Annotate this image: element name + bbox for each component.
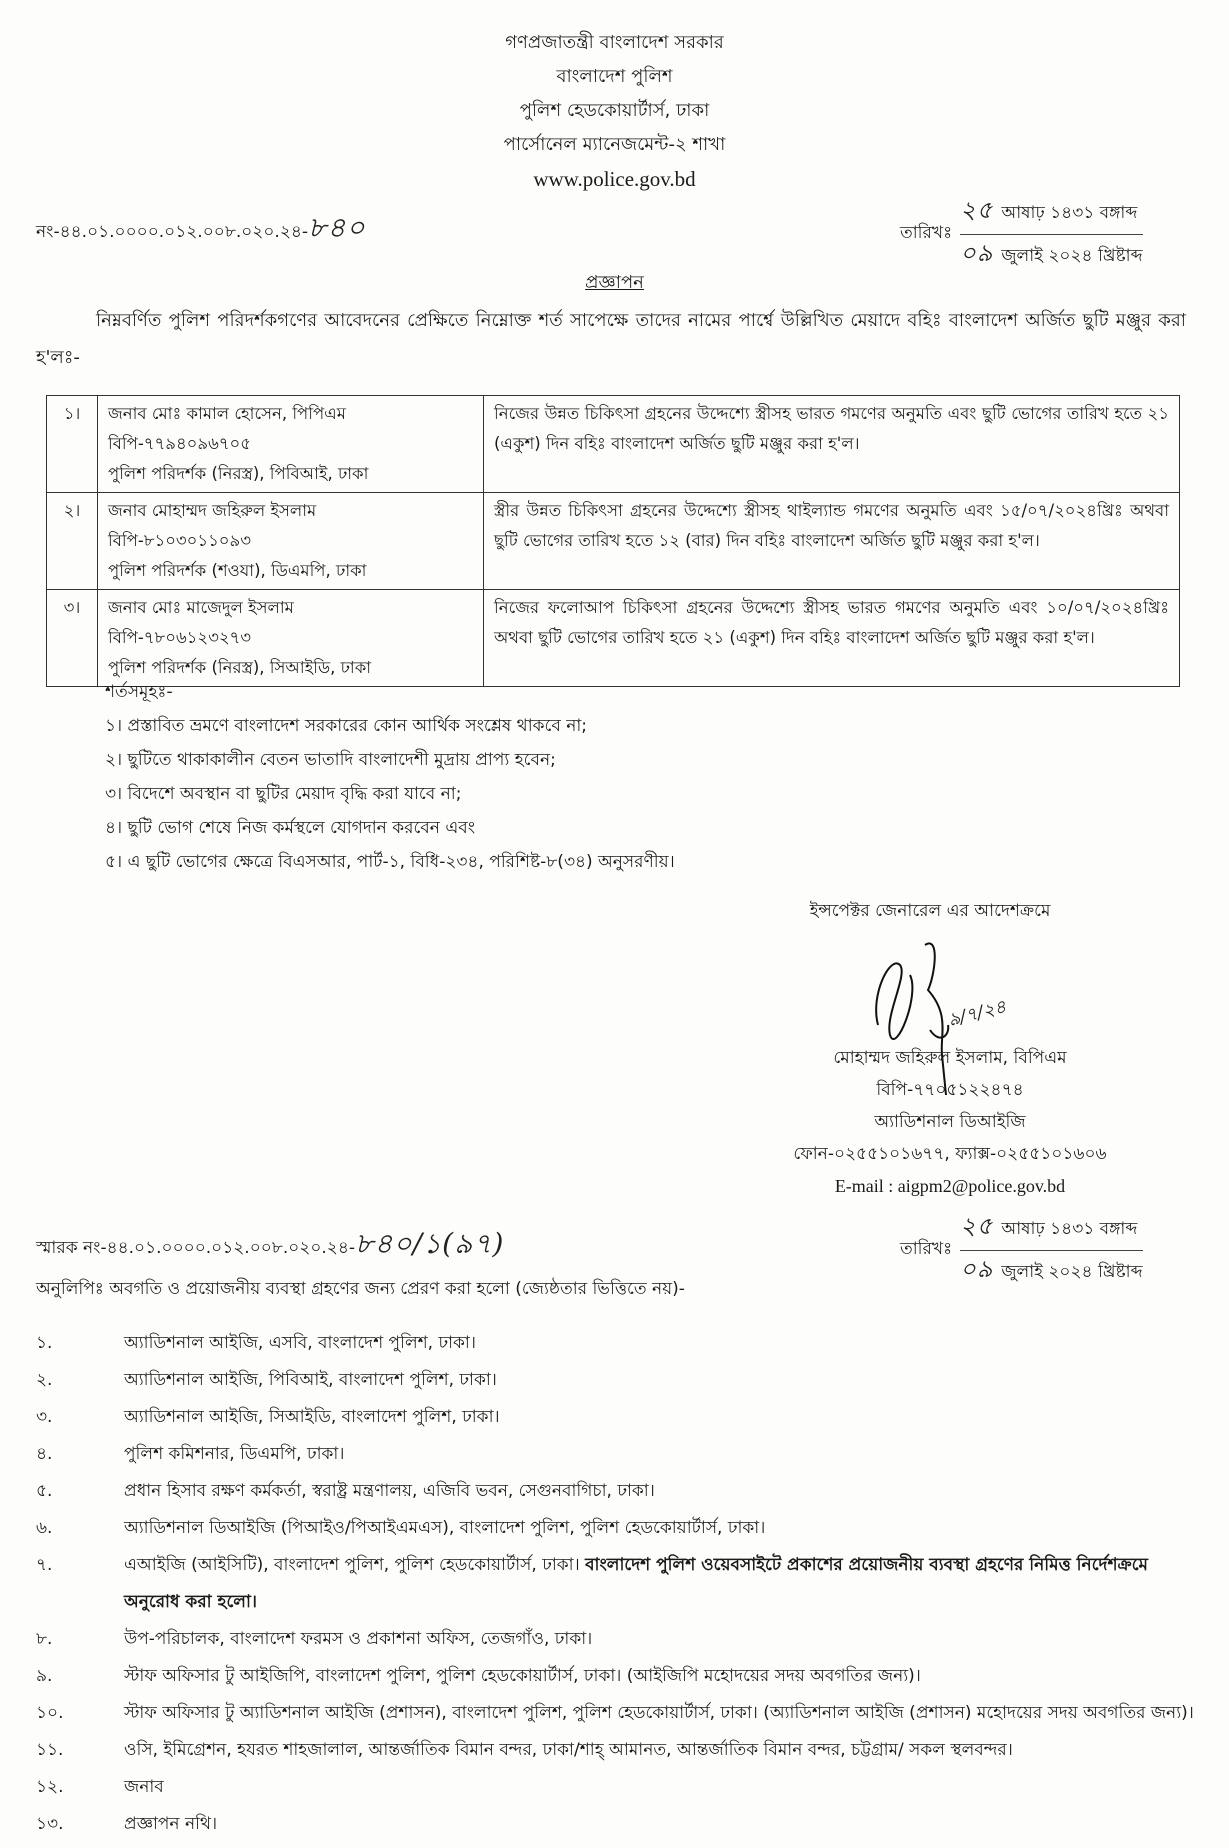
english-day: ০৯ [960,1255,994,1283]
officer-cell [98,493,484,590]
list-item [36,1510,1196,1547]
list-text: ওসি, ইমিগ্রেশন, হযরত শাহজালাল, আন্তর্জাতিক বিমান বন্দর, ঢাকা/শাহ্ আমানত, আন্তর্জাতিক বিমান বন্দর, চট্টগ্রাম/ সকল স্থলবন্দর। [124,1740,1013,1760]
condition-item: ৩। বিদেশে অবস্থান বা ছুটির মেয়াদ বৃদ্ধি করা যাবে না; [105,784,462,804]
row-number: ৩। [47,590,98,687]
bangla-day: ২৫ [960,196,994,224]
list-number: ১৩. [36,1814,64,1834]
table-row [47,590,1180,687]
condition-item: ৫। এ ছুটি ভোগের ক্ষেত্রে বিএসআর, পার্ট-১, বিধি-২৩৪, পরিশিষ্ট-৮(৩৪) অনুসরণীয়। [105,852,675,872]
table-row [47,493,1180,590]
list-number: ১১. [36,1740,64,1760]
list-number: ৮. [36,1629,53,1649]
list-number: ৫. [36,1481,53,1501]
list-text: প্রজ্ঞাপন নথি। [124,1814,218,1834]
list-text: পুলিশ কমিশনার, ডিএমপি, ঢাকা। [124,1444,345,1464]
list-number: ৪. [36,1444,53,1464]
officer-name: জনাব মোঃ কামাল হোসেন, পিপিএম [108,404,346,423]
memo2-number-handwritten: ৮৪০/১(৯৭) [355,1227,505,1260]
table-row [47,396,1180,493]
leave-table [46,395,1180,687]
date-label: তারিখঃ [900,222,953,243]
copy-intro: অনুলিপিঃ অবগতি ও প্রয়োজনীয় ব্যবস্থা গ্রহণের জন্য প্রেরণ করা হলো (জ্যেষ্ঠতার ভিত্তিতে নয়)- [36,1279,685,1299]
list-item [36,1658,1196,1695]
leave-description: নিজের ফলোআপ চিকিৎসা গ্রহনের উদ্দেশ্যে স্ত্রীসহ ভারত গমণের অনুমতি এবং ১০/০৭/২০২৪খ্রিঃ অথবা ছুটি ভোগের তারিখ হতে ২১ (একুশ) দিন বহিঃ বাংলাদেশ অর্জিত ছুটি মঞ্জুর করা হ'ল। [484,590,1180,687]
copy-list [36,1325,1196,1843]
header-branch: পার্সোনেল ম্যানেজমেন্ট-২ শাখা [503,134,726,155]
bangla-month-year: আষাঢ় ১৪৩১ বঙ্গাব্দ [1001,1219,1138,1239]
page-title: প্রজ্ঞাপন [585,272,644,293]
list-number: ৬. [36,1518,53,1538]
list-item [36,1769,1196,1806]
conditions-block [105,675,675,879]
leave-description: স্ত্রীর উন্নত চিকিৎসা গ্রহনের উদ্দেশ্যে স্ত্রীসহ থাইল্যান্ড গমণের অনুমতি এবং ১৫/০৭/২০২৪খ্রিঃ অথবা ছুটি ভোগের তারিখ হতে ১২ (বার) দিন বহিঃ বাংলাদেশ অর্জিত ছুটি মঞ্জুর করা হ'ল। [484,493,1180,590]
officer-name: জনাব মোহাম্মদ জহিরুল ইসলাম [108,501,317,520]
title-wrap [0,268,1229,299]
list-text: অ্যাডিশনাল আইজি, পিবিআই, বাংলাদেশ পুলিশ, ঢাকা। [124,1370,497,1390]
list-item [36,1325,1196,1362]
list-text: স্টাফ অফিসার টু আইজিপি, বাংলাদেশ পুলিশ, পুলিশ হেডকোয়ার্টার্স, ঢাকা। (আইজিপি মহোদয়ের সদয় অবগতির জন্য)। [124,1666,921,1686]
conditions-heading: শর্তসমূহঃ- [105,682,173,702]
list-text: অ্যাডিশনাল আইজি, এসবি, বাংলাদেশ পুলিশ, ঢাকা। [124,1333,476,1353]
signatory-email: E-mail : aigpm2@police.gov.bd [834,1176,1066,1196]
signatory-name: মোহাম্মদ জহিরুল ইসলাম, বিপিএম [833,1048,1067,1068]
list-number: ২. [36,1370,53,1390]
officer-name: জনাব মোঃ মাজেদুল ইসলাম [108,598,294,617]
list-text: অ্যাডিশনাল আইজি, সিআইডি, বাংলাদেশ পুলিশ, ঢাকা। [124,1407,500,1427]
officer-cell [98,396,484,493]
list-item [36,1732,1196,1769]
list-item [36,1621,1196,1658]
row-number: ২। [47,493,98,590]
list-item [36,1547,1196,1621]
date-label: তারিখঃ [900,1238,953,1259]
header-website: www.police.gov.bd [533,167,696,191]
officer-cell [98,590,484,687]
list-text: উপ-পরিচালক, বাংলাদেশ ফরমস ও প্রকাশনা অফিস, তেজগাঁও, ঢাকা। [124,1629,593,1649]
signature-date: ৯/৭/২৪ [946,996,1009,1031]
list-number: ৭. [36,1555,53,1575]
condition-item: ৪। ছুটি ভোগ শেষে নিজ কর্মস্থলে যোগদান করবেন এবং [105,818,476,838]
list-number: ১. [36,1333,53,1353]
officer-bp: বিপি-৭৭৯৪০৯৬৭০৫ [108,434,251,453]
signatory-designation: অ্যাডিশনাল ডিআইজি [874,1112,1026,1132]
signatory-phone-fax: ফোন-০২৫৫১০১৬৭৭, ফ্যাক্স-০২৫৫১০১৬০৬ [793,1144,1107,1164]
memo2-number [36,1222,504,1269]
memo-number-handwritten: ৮৪০ [308,211,366,244]
condition-item: ২। ছুটিতে থাকাকালীন বেতন ভাতাদি বাংলাদেশী মুদ্রায় প্রাপ্য হবেন; [105,750,556,770]
list-item [36,1399,1196,1436]
header-government: গণপ্রজাতন্ত্রী বাংলাদেশ সরকার [505,32,724,53]
english-day: ০৯ [960,239,994,267]
signatory-bp: বিপি-৭৭০৫১২২৪৭৪ [876,1080,1024,1100]
english-month-year: জুলাই ২০২৪ খ্রিষ্টাব্দ [1001,1262,1143,1282]
intro-paragraph: নিম্নবর্ণিত পুলিশ পরিদর্শকগণের আবেদনের প্রেক্ষিতে নিম্নোক্ত শর্ত সাপেক্ষে তাদের নামের পার্শ্বে উল্লিখিত মেয়াদে বহিঃ বাংলাদেশ অর্জিত ছুটি মঞ্জুর করা হ'লঃ- [36,310,1186,368]
list-text: প্রধান হিসাব রক্ষণ কর্মকর্তা, স্বরাষ্ট্র মন্ত্রণালয়, এজিবি ভবন, সেগুনবাগিচা, ঢাকা। [124,1481,655,1501]
officer-post: পুলিশ পরিদর্শক (নিরস্ত্র), সিআইডি, ঢাকা [108,658,372,677]
memo-date [900,192,1143,275]
bangla-day: ২৫ [960,1212,994,1240]
officer-post: পুলিশ পরিদর্শক (নিরস্ত্র), পিবিআই, ঢাকা [108,464,369,483]
list-item [36,1473,1196,1510]
header-block [0,26,1229,196]
signatory-block [720,1042,1180,1202]
order-line: ইন্সপেক্টর জেনারেল এর আদেশক্রমে [809,901,1051,921]
officer-post: পুলিশ পরিদর্শক (শওযা), ডিএমপি, ঢাকা [108,561,367,580]
memo-number-prefix: নং-৪৪.০১.০০০০.০১২.০০৮.০২০.২৪- [36,222,309,242]
header-police: বাংলাদেশ পুলিশ [556,66,673,87]
bangla-month-year: আষাঢ় ১৪৩১ বঙ্গাব্দ [1001,203,1138,223]
list-item [36,1362,1196,1399]
list-number: ৯. [36,1666,53,1686]
list-item [36,1695,1196,1732]
condition-item: ১। প্রস্তাবিত ভ্রমণে বাংলাদেশ সরকারের কোন আর্থিক সংশ্লেষ থাকবে না; [105,716,588,736]
list-number: ১০. [36,1703,64,1723]
row-number: ১। [47,396,98,493]
officer-bp: বিপি-৭৮০৬১২৩২৭৩ [108,628,252,647]
list-bold-text: বাংলাদেশ পুলিশ ওয়েবসাইটে প্রকাশের প্রয়োজনীয় ব্যবস্থা গ্রহণের নিমিত্ত নির্দেশক্রমে অনুরোধ করা হলো। [124,1555,1148,1612]
list-text: এআইজি (আইসিটি), বাংলাদেশ পুলিশ, পুলিশ হেডকোয়ার্টার্স, ঢাকা। [124,1555,580,1575]
list-text: অ্যাডিশনাল ডিআইজি (পিআইও/পিআইএমএস), বাংলাদেশ পুলিশ, পুলিশ হেডকোয়ার্টার্স, ঢাকা। [124,1518,766,1538]
memo2-date [900,1208,1143,1291]
memo2-number-prefix: স্মারক নং-৪৪.০১.০০০০.০১২.০০৮.০২০.২৪- [36,1238,356,1258]
list-item [36,1436,1196,1473]
officer-bp: বিপি-৮১০৩০১১০৯৩ [108,531,251,550]
list-text: জনাব [124,1777,164,1797]
list-number: ১২. [36,1777,64,1797]
header-headquarters: পুলিশ হেডকোয়ার্টার্স, ঢাকা [519,100,710,121]
english-month-year: জুলাই ২০২৪ খ্রিষ্টাব্দ [1001,246,1143,266]
list-number: ৩. [36,1407,53,1427]
leave-description: নিজের উন্নত চিকিৎসা গ্রহনের উদ্দেশ্যে স্ত্রীসহ ভারত গমণের অনুমতি এবং ছুটি ভোগের তারিখ হতে ২১ (একুশ) দিন বহিঃ বাংলাদেশ অর্জিত ছুটি মঞ্জুর করা হ'ল। [484,396,1180,493]
list-item [36,1806,1196,1843]
list-text: স্টাফ অফিসার টু অ্যাডিশনাল আইজি (প্রশাসন), বাংলাদেশ পুলিশ, পুলিশ হেডকোয়ার্টার্স, ঢাকা। (অ্যাডিশনাল আইজি (প্রশাসন) মহোদয়ের সদয় অবগতির জন্য)। [124,1703,1194,1723]
memo-number [36,206,366,253]
